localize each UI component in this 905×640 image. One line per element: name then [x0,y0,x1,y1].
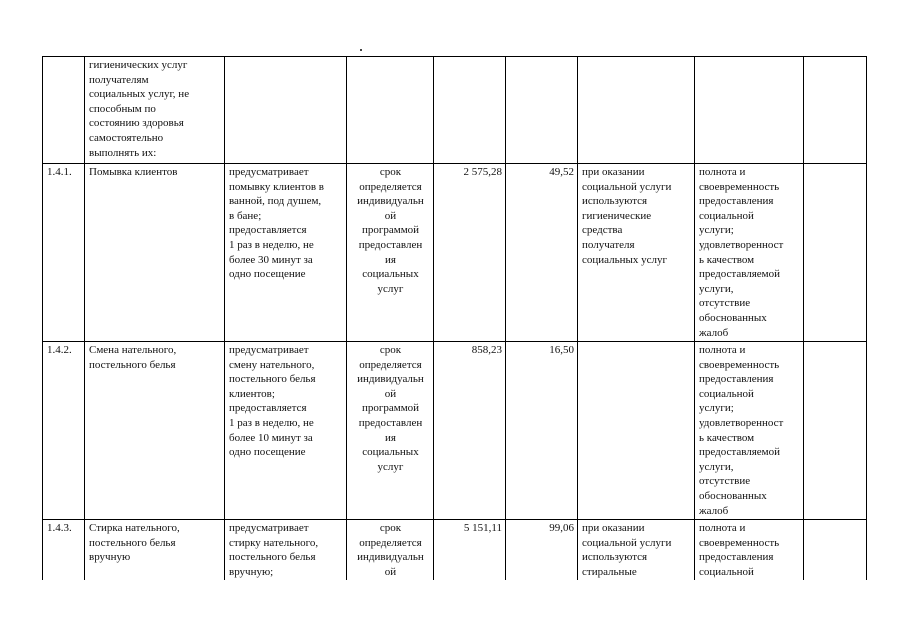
service-description [225,57,347,164]
service-extra [804,520,867,580]
service-norm: 16,50 [506,342,578,520]
service-extra [804,342,867,520]
services-table [42,56,867,580]
service-conditions: при оказании социальной услуги используются гигиенические средства получателя социальных услуг [578,164,695,342]
row-number: 1.4.1. [43,164,85,342]
table-row [43,520,867,580]
service-term: срок определяется индивидуальн ой [347,520,434,580]
service-description: предусматривает смену нательного, постельного белья клиентов; предоставляется 1 раз в неделю, не более 10 минут за одно посещение [225,342,347,520]
table-row [43,57,867,164]
service-name: Стирка нательного, постельного белья вручную [85,520,225,580]
service-norm [506,57,578,164]
service-price [434,57,506,164]
service-extra [804,164,867,342]
service-quality [695,57,804,164]
service-conditions: при оказании социальной услуги используются стиральные [578,520,695,580]
service-term: срок определяется индивидуальн ой программой предоставлен ия социальных услуг [347,342,434,520]
service-norm: 99,06 [506,520,578,580]
service-name: Смена нательного, постельного белья [85,342,225,520]
service-price: 2 575,28 [434,164,506,342]
service-description: предусматривает помывку клиентов в ванной, под душем, в бане; предоставляется 1 раз в неделю, не более 30 минут за одно посещение [225,164,347,342]
service-name: гигиенических услуг получателям социальных услуг, не способным по состоянию здоровья самостоятельно выполнять их: [85,57,225,164]
service-price: 5 151,11 [434,520,506,580]
service-description: предусматривает стирку нательного, постельного белья вручную; [225,520,347,580]
service-name: Помывка клиентов [85,164,225,342]
service-quality: полнота и своевременность предоставления социальной услуги; удовлетворенност ь качеством предоставляемой услуги, отсутствие обоснованных жалоб [695,342,804,520]
row-number [43,57,85,164]
service-conditions [578,342,695,520]
service-term: срок определяется индивидуальн ой программой предоставлен ия социальных услуг [347,164,434,342]
service-term [347,57,434,164]
scan-speck [360,49,362,51]
service-quality: полнота и своевременность предоставления социальной услуги; удовлетворенност ь качеством предоставляемой услуги, отсутствие обоснованных жалоб [695,164,804,342]
table-row [43,342,867,520]
row-number: 1.4.2. [43,342,85,520]
service-price: 858,23 [434,342,506,520]
table-row [43,164,867,342]
service-norm: 49,52 [506,164,578,342]
service-extra [804,57,867,164]
row-number: 1.4.3. [43,520,85,580]
service-quality: полнота и своевременность предоставления социальной [695,520,804,580]
service-conditions [578,57,695,164]
